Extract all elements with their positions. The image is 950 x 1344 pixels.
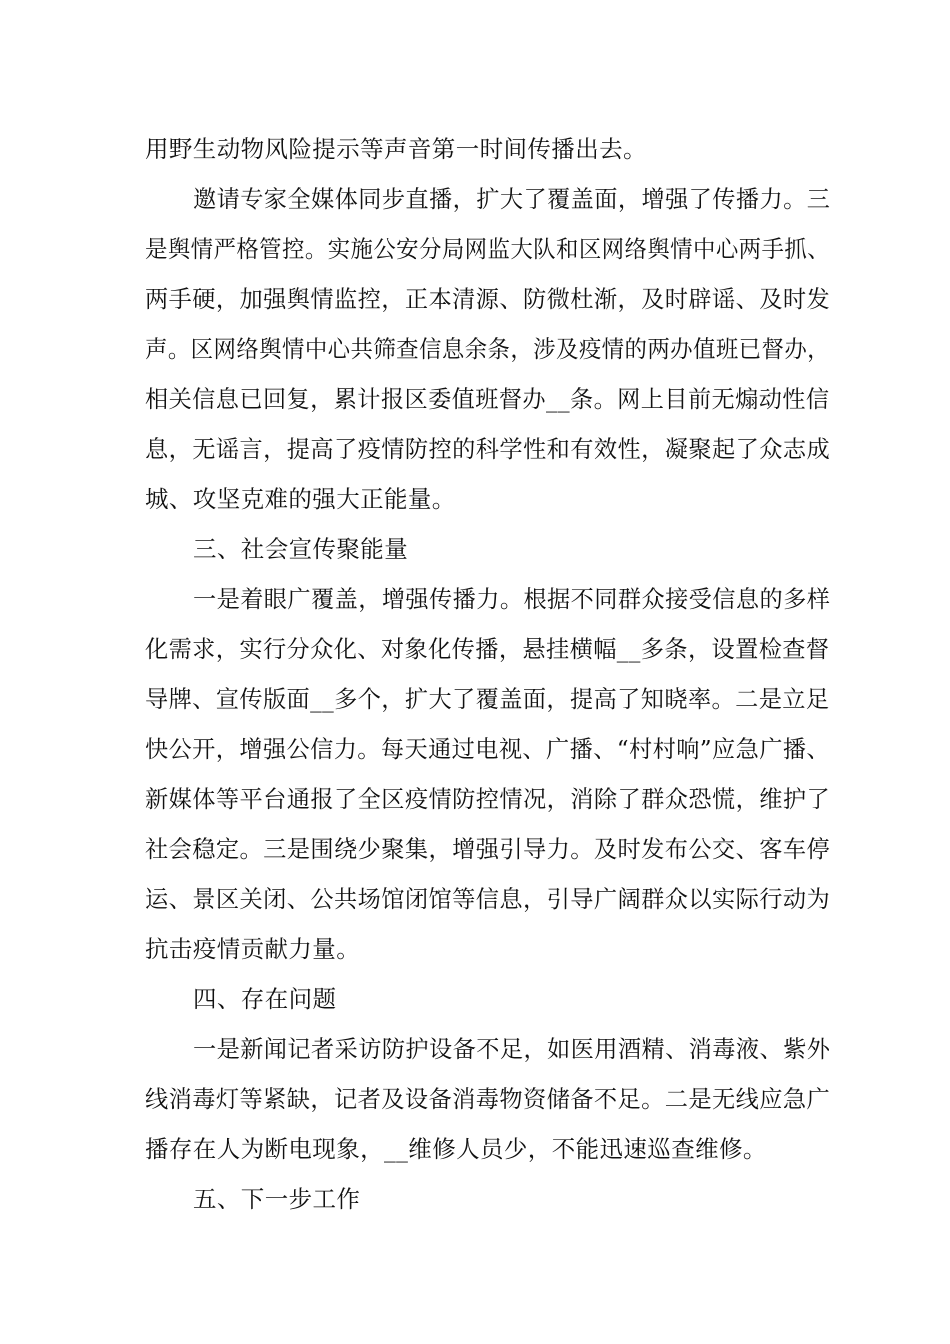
text-line: 新媒体等平台通报了全区疫情防控情况，消除了群众恐慌，维护了 [145,785,831,813]
text-line: 化需求，实行分众化、对象化传播，悬挂横幅__多条，设置检查督 [145,635,830,663]
text-line: 社会稳定。三是围绕少聚集，增强引导力。及时发布公交、客车停 [145,835,831,863]
text-line: 城、攻坚克难的强大正能量。 [145,485,456,513]
text-line: 是舆情严格管控。实施公安分局网监大队和区网络舆情中心两手抓、 [145,235,831,263]
text-line: 线消毒灯等紧缺，记者及设备消毒物资储备不足。二是无线应急广 [145,1085,831,1113]
paragraph-start-line: 一是着眼广覆盖，增强传播力。根据不同群众接受信息的多样 [193,585,831,613]
section-heading: 五、下一步工作 [193,1185,361,1213]
paragraph-start-line: 邀请专家全媒体同步直播，扩大了覆盖面，增强了传播力。三 [193,185,831,213]
section-heading: 三、社会宣传聚能量 [193,535,409,563]
text-line: 两手硬，加强舆情监控，正本清源、防微杜渐，及时辟谣、及时发 [145,285,831,313]
section-heading: 四、存在问题 [193,985,337,1013]
text-line: 用野生动物风险提示等声音第一时间传播出去。 [145,135,647,163]
text-line: 相关信息已回复，累计报区委值班督办__条。网上目前无煽动性信 [145,385,830,413]
paragraph-start-line: 一是新闻记者采访防护设备不足，如医用酒精、消毒液、紫外 [193,1035,831,1063]
text-line: 声。区网络舆情中心共筛查信息余条，涉及疫情的两办值班已督办， [145,335,831,363]
text-line: 播存在人为断电现象，__维修人员少，不能迅速巡查维修。 [145,1135,767,1163]
text-line: 抗击疫情贡献力量。 [145,935,361,963]
text-line: 运、景区关闭、公共场馆闭馆等信息，引导广阔群众以实际行动为 [145,885,831,913]
text-line: 快公开，增强公信力。每天通过电视、广播、“村村响”应急广播、 [145,735,831,763]
text-line: 导牌、宣传版面__多个，扩大了覆盖面，提高了知晓率。二是立足 [145,685,830,713]
text-line: 息，无谣言，提高了疫情防控的科学性和有效性，凝聚起了众志成 [145,435,831,463]
